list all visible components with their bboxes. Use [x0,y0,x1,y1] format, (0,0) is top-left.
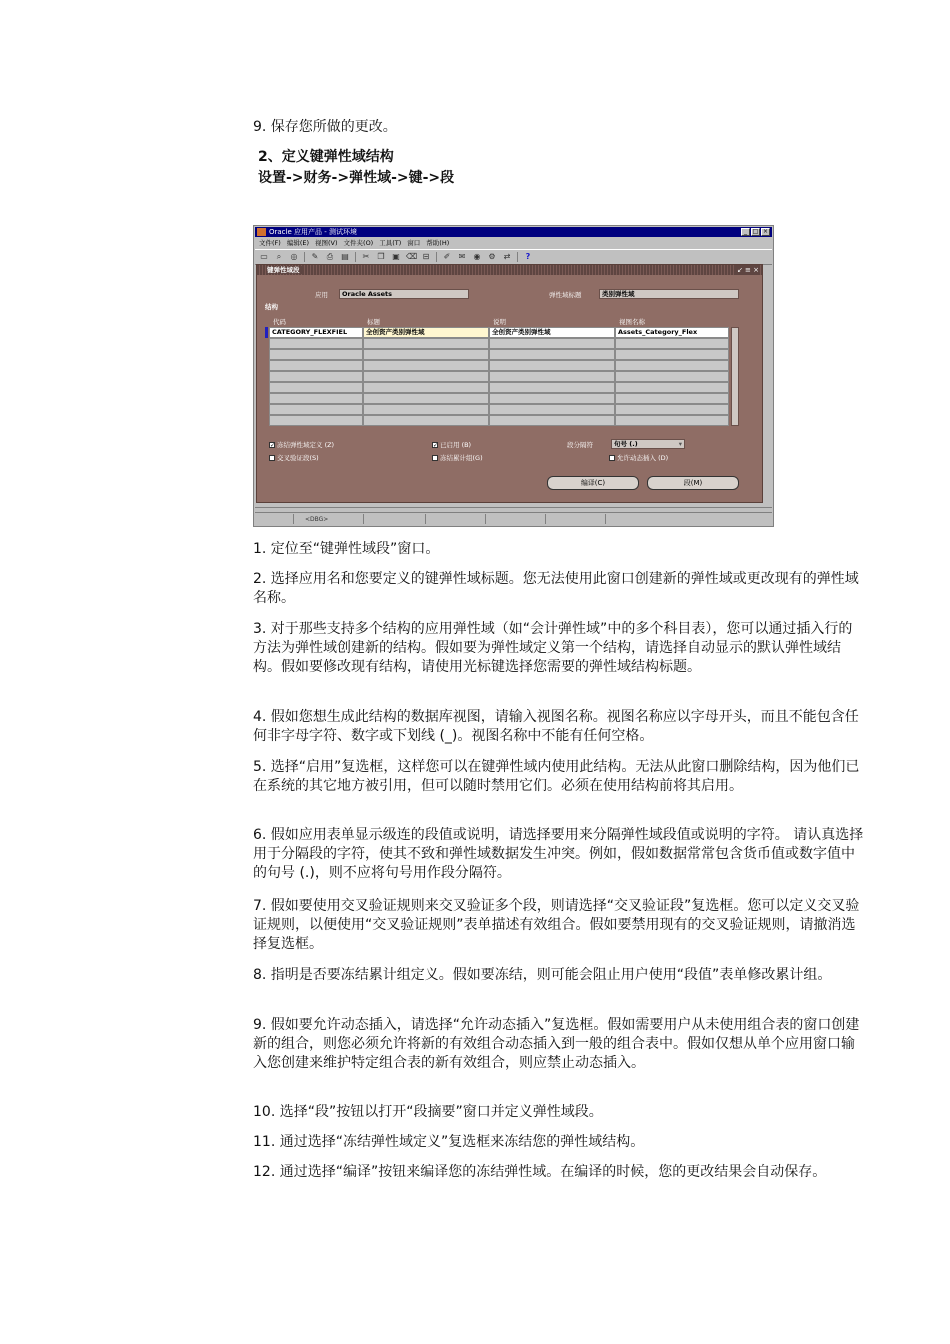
zoom-icon[interactable]: ⚙ [488,252,496,261]
step-text: 对于那些支持多个结构的应用弹性域（如“会计弹性域”中的多个科目表），您可以通过插入行的方法为弹性域创建新的结构。假如要为弹性域定义第一个结构，请选择自动显示的默认弹性域结构。假如要修改现有结构，请使用光标键选择您需要的弹性域结构标题。 [253,621,853,675]
close-button[interactable]: × [762,228,769,235]
table-cell-empty[interactable] [615,415,729,426]
step-number: 2. [253,571,267,587]
menu-view[interactable]: 视图(V) [315,239,338,247]
checkbox-empty-icon [269,455,275,461]
freeze-rollup-checkbox[interactable] [432,453,483,462]
window-titlebar [255,227,772,237]
status-box [255,512,772,525]
step-number: 4. [253,709,267,725]
menu-window[interactable]: 窗口 [407,239,421,247]
step-paragraph [253,1163,865,1182]
step-text: 选择应用名和您要定义的键弹性域标题。您无法使用此窗口创建新的弹性域或更改现有的弹性域名称。 [253,571,859,606]
enabled-checkbox[interactable] [432,440,471,449]
table-cell-empty[interactable] [363,393,489,404]
checkbox-empty-icon [609,455,615,461]
step-paragraph [253,708,865,746]
step-text: 通过选择“冻结弹性域定义”复选框来冻结您的弹性域结构。 [275,1134,645,1150]
table-cell-empty[interactable] [269,382,363,393]
step-number: 10. [253,1104,276,1120]
freeze-rollup-label: 冻结累计组(G) [440,454,483,462]
table-cell-empty[interactable] [363,371,489,382]
checkbox-checked-icon: ✓ [270,441,276,449]
step-text: 选择“启用”复选框，这样您可以在键弹性域内使用此结构。无法从此窗口删除结构，因为他们已在系统的其它地方被引用，但可以随时禁用它们。必须在使用结构前将其启用。 [253,759,860,794]
paste-icon[interactable]: ▣ [392,252,400,261]
step-number: 9. [253,1017,267,1033]
cell-description[interactable]: 全创资产类别弹性域 [489,327,615,338]
dynamic-insert-checkbox[interactable] [609,453,668,462]
find-icon[interactable]: ⌕ [276,252,282,261]
form-title: 键弹性域段 [267,266,303,274]
flexfield-title-field[interactable]: 类别弹性域 [599,289,739,299]
toolbar-divider [304,252,305,262]
column-description: 说明 [493,318,506,326]
application-field[interactable]: Oracle Assets [339,289,469,299]
help-icon[interactable]: ? [525,252,531,261]
globe-icon[interactable]: ◉ [473,252,481,261]
table-cell-empty[interactable] [269,404,363,415]
table-cell-empty[interactable] [489,338,615,349]
step-number: 8. [253,967,267,983]
clear-icon[interactable]: ⌫ [406,252,418,261]
application-label: 应用 [315,291,328,299]
menu-file[interactable]: 文件(F) [259,239,281,247]
table-cell-empty[interactable] [363,338,489,349]
table-cell-empty[interactable] [489,371,615,382]
folder-icon[interactable]: ▤ [341,252,349,261]
table-cell-empty[interactable] [363,382,489,393]
step-number: 11. [253,1134,276,1150]
column-code: 代码 [273,318,286,326]
copy-icon[interactable]: ❐ [377,252,385,261]
menu-folder[interactable]: 文件夹(O) [343,239,374,247]
step-number: 3. [253,621,267,637]
status-divider [425,514,426,524]
new-icon[interactable]: ▭ [260,252,268,261]
step-number: 5. [253,759,267,775]
status-divider [545,514,546,524]
cross-validate-checkbox[interactable] [269,453,319,462]
toolbar-divider [436,252,437,262]
step-text: 假如您想生成此结构的数据库视图，请输入视图名称。视图名称应以字母开头，而且不能包含任何非字母字符、数字或下划线 (_)。视图名称中不能有任何空格。 [253,709,859,744]
step-text: 通过选择“编译”按钮来编译您的冻结弹性域。在编译的时候，您的更改结果会自动保存。 [275,1164,827,1180]
table-cell-empty[interactable] [269,371,363,382]
structures-table [269,327,731,428]
status-divider [293,514,294,524]
checkbox-empty-icon [432,455,438,461]
step-paragraph [253,897,865,954]
table-cell-empty[interactable] [363,415,489,426]
step-paragraph [253,826,865,883]
step-paragraph [253,1016,865,1073]
status-divider [605,514,606,524]
cell-title[interactable]: 全创资产类别弹性域 [363,327,489,338]
menu-edit[interactable]: 编辑(E) [286,239,309,247]
attachment-icon[interactable]: ✉ [458,252,466,261]
chevron-down-icon: ▾ [678,440,682,448]
cell-code[interactable]: CATEGORY_FLEXFIEL [269,327,363,338]
print-icon[interactable]: ⎙ [326,252,334,261]
step-paragraph [253,1133,865,1152]
table-cell-empty[interactable] [269,338,363,349]
table-cell-empty[interactable] [489,415,615,426]
status-divider [363,514,364,524]
table-cell-empty[interactable] [489,382,615,393]
table-cell-empty[interactable] [615,393,729,404]
freeze-flexfield-label: 冻结弹性域定义 (Z) [277,441,335,449]
table-cell-empty[interactable] [489,404,615,415]
checkbox-checked-icon: ✓ [433,441,439,449]
cell-view-name[interactable]: Assets_Category_Flex [615,327,729,338]
maximize-button[interactable]: □ [752,228,759,235]
section-heading: 2、定义键弹性域结构 [258,149,394,165]
window-title: Oracle 应用产品 - 测试环境 [269,228,357,236]
step-paragraph [253,620,865,677]
navigation-path: 设置->财务->弹性域->键->段 [258,170,455,186]
step-text: 指明是否要冻结累计组定义。假如要冻结，则可能会阻止用户使用“段值”表单修改累计组。 [266,967,832,983]
status-bar [255,507,772,526]
table-cell-empty[interactable] [615,349,729,360]
step-text: 选择“段”按钮以打开“段摘要”窗口并定义弹性域段。 [275,1104,603,1120]
table-cell-empty[interactable] [489,349,615,360]
step-paragraph [253,1103,865,1122]
row-cursor [265,327,268,338]
freeze-flexfield-checkbox[interactable] [269,440,334,449]
menu-bar [255,238,772,248]
oracle-app-icon [257,228,266,236]
save-icon[interactable]: ✎ [311,252,319,261]
status-divider [485,514,486,524]
flexfield-title-label: 弹性域标题 [549,291,582,299]
edit-icon[interactable]: ✐ [443,252,451,261]
step-number: 6. [253,827,267,843]
menu-tools[interactable]: 工具(T) [379,239,402,247]
step-text: 假如应用表单显示级连的段值或说明，请选择要用来分隔弹性域段值或说明的字符。 请认真选择用于分隔段的字符，使其不致和弹性域数据发生冲突。例如，假如数据常常包含货币值或数字值中的句号 (.)，则不应将句号用作段分隔符。 [253,827,864,881]
cross-validate-label: 交叉验证段(S) [277,454,319,462]
column-title: 标题 [367,318,380,326]
cut-icon[interactable]: ✂ [362,252,370,261]
toolbar-divider [355,252,356,262]
step-number: 1. [253,541,267,557]
key-flexfield-segments-form [256,264,763,503]
step-number: 7. [253,898,267,914]
step-text: 假如要使用交叉验证规则来交叉验证多个段，则请选择“交叉验证段”复选框。您可以定义交叉验证规则，以便使用“交叉验证规则”表单描述有效组合。假如要禁用现有的交叉验证规则，请撤消选择复选框。 [253,898,860,952]
table-cell-empty[interactable] [489,360,615,371]
step-paragraph [253,540,865,559]
form-window-controls[interactable]: ↙ ≡ × [736,266,759,274]
form-titlebar [257,265,762,275]
delete-icon[interactable]: ⊟ [422,252,430,261]
table-cell-empty[interactable] [269,360,363,371]
column-view-name: 视图名称 [619,318,645,326]
structures-label: 结构 [265,303,278,311]
segment-separator-value: 句号 (.) [614,440,638,448]
table-cell-empty[interactable] [615,360,729,371]
table-cell-empty[interactable] [363,404,489,415]
step-9-save: 9. 保存您所做的更改。 [253,119,397,135]
step-paragraph [253,758,865,796]
compile-button[interactable]: 编译(C) [547,476,639,490]
table-cell-empty[interactable] [363,349,489,360]
toolbar [255,249,772,265]
minimize-button[interactable]: _ [741,228,750,236]
table-cell-empty[interactable] [269,393,363,404]
step-paragraph [253,966,865,985]
segment-separator-select[interactable] [611,439,685,449]
table-cell-empty[interactable] [269,415,363,426]
oracle-screenshot [253,225,774,527]
table-cell-empty[interactable] [269,349,363,360]
step-text: 定位至“键弹性域段”窗口。 [266,541,440,557]
table-cell-empty[interactable] [615,404,729,415]
navigator-icon[interactable]: ◎ [290,252,298,261]
enabled-label: 已启用 (B) [440,441,472,449]
dynamic-insert-label: 允许动态插入 (D) [617,454,669,462]
table-cell-empty[interactable] [489,393,615,404]
table-cell-empty[interactable] [615,338,729,349]
menu-help[interactable]: 帮助(H) [426,239,450,247]
table-cell-empty[interactable] [615,371,729,382]
segments-button[interactable]: 段(M) [647,476,739,490]
translate-icon[interactable]: ⇄ [503,252,511,261]
toolbar-divider [517,252,518,262]
status-debug: <DBG> [305,516,329,523]
table-scrollbar[interactable] [731,327,739,426]
table-cell-empty[interactable] [615,382,729,393]
step-paragraph [253,570,865,608]
step-text: 假如要允许动态插入，请选择“允许动态插入”复选框。假如需要用户从未使用组合表的窗口创建新的组合，则您必须允许将新的有效组合动态插入到一般的组合表中。假如仅想从单个应用窗口输入您创建来维护特定组合表的新有效组合，则应禁止动态插入。 [253,1017,860,1071]
segment-separator-label: 段分隔符 [567,441,593,449]
step-number: 12. [253,1164,276,1180]
table-cell-empty[interactable] [363,360,489,371]
